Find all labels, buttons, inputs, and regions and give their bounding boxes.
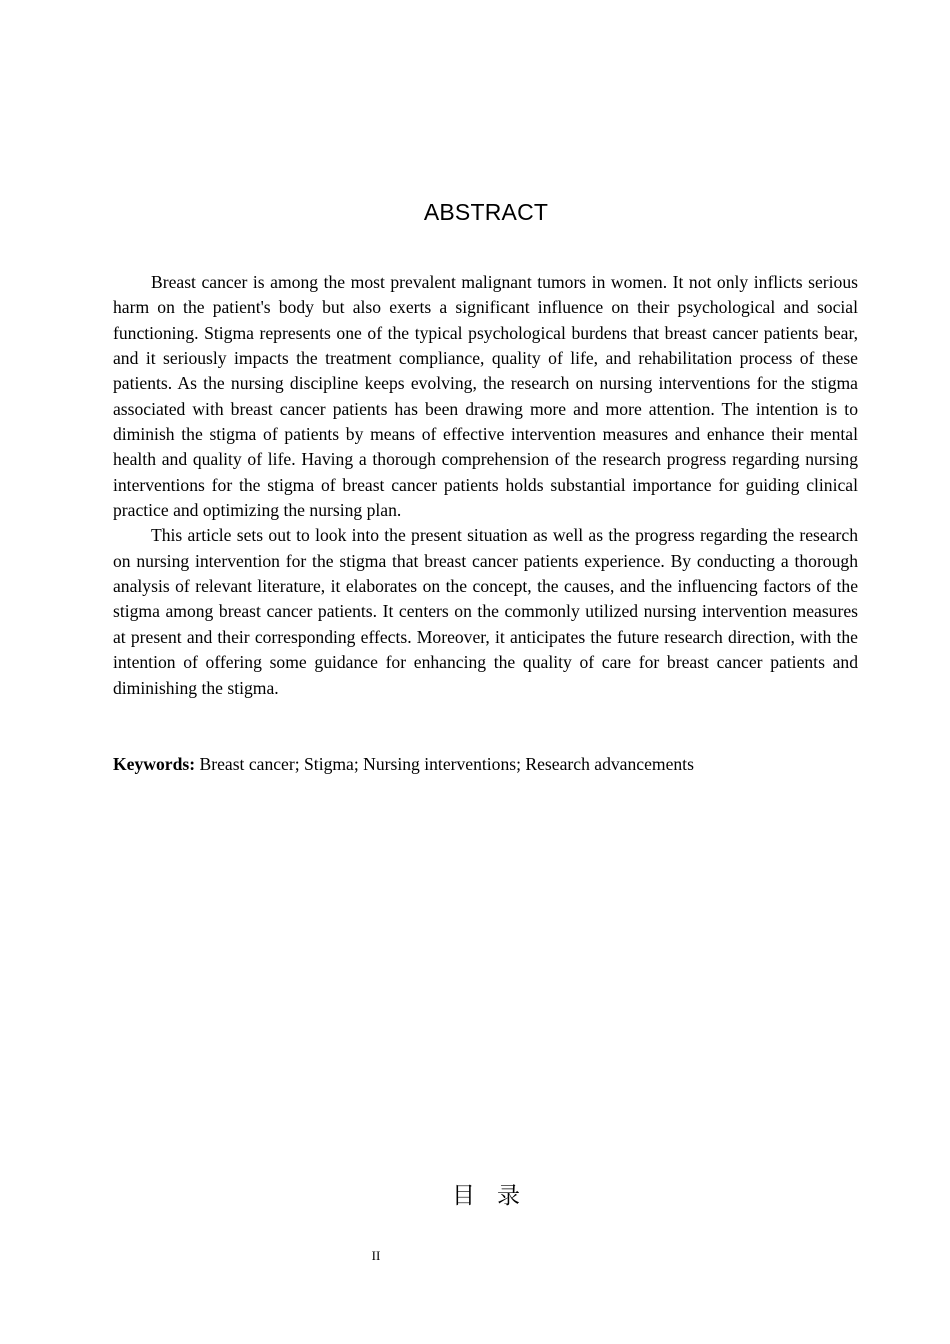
keywords-line bbox=[113, 752, 858, 777]
page-number: II bbox=[371, 1248, 381, 1263]
keywords-label: Keywords: bbox=[113, 754, 196, 774]
abstract-title: ABSTRACT bbox=[423, 199, 549, 225]
keywords-text: Breast cancer; Stigma; Nursing interventions; Research advancements bbox=[195, 754, 694, 774]
abstract-paragraph-2: This article sets out to look into the present situation as well as the progress regarding the research on nursing intervention for the stigma that breast cancer patients experience. By conducting a thorough analysis of relevant literature, it elaborates on the concept, the causes, and the influencing factors of the stigma among breast cancer patients. It centers on the commonly utilized nursing intervention measures at present and their corresponding effects. Moreover, it anticipates the future research direction, with the intention of offering some guidance for enhancing the quality of care for breast cancer patients and diminishing the stigma. bbox=[113, 525, 858, 698]
table-of-contents-title: 目录 bbox=[452, 1183, 542, 1209]
abstract-body bbox=[113, 270, 858, 701]
abstract-paragraph-1: Breast cancer is among the most prevalent malignant tumors in women. It not only inflicts serious harm on the patient's body but also exerts a significant influence on their psychological and social functioning. Stigma represents one of the typical psychological burdens that breast cancer patients bear, and it seriously impacts the treatment compliance, quality of life, and rehabilitation process of these patients. As the nursing discipline keeps evolving, the research on nursing interventions for the stigma associated with breast cancer patients has been drawing more and more attention. The intention is to diminish the stigma of patients by means of effective intervention measures and enhance their mental health and quality of life. Having a thorough comprehension of the research progress regarding nursing interventions for the stigma of breast cancer patients holds substantial importance for guiding clinical practice and optimizing the nursing plan. bbox=[113, 272, 858, 521]
